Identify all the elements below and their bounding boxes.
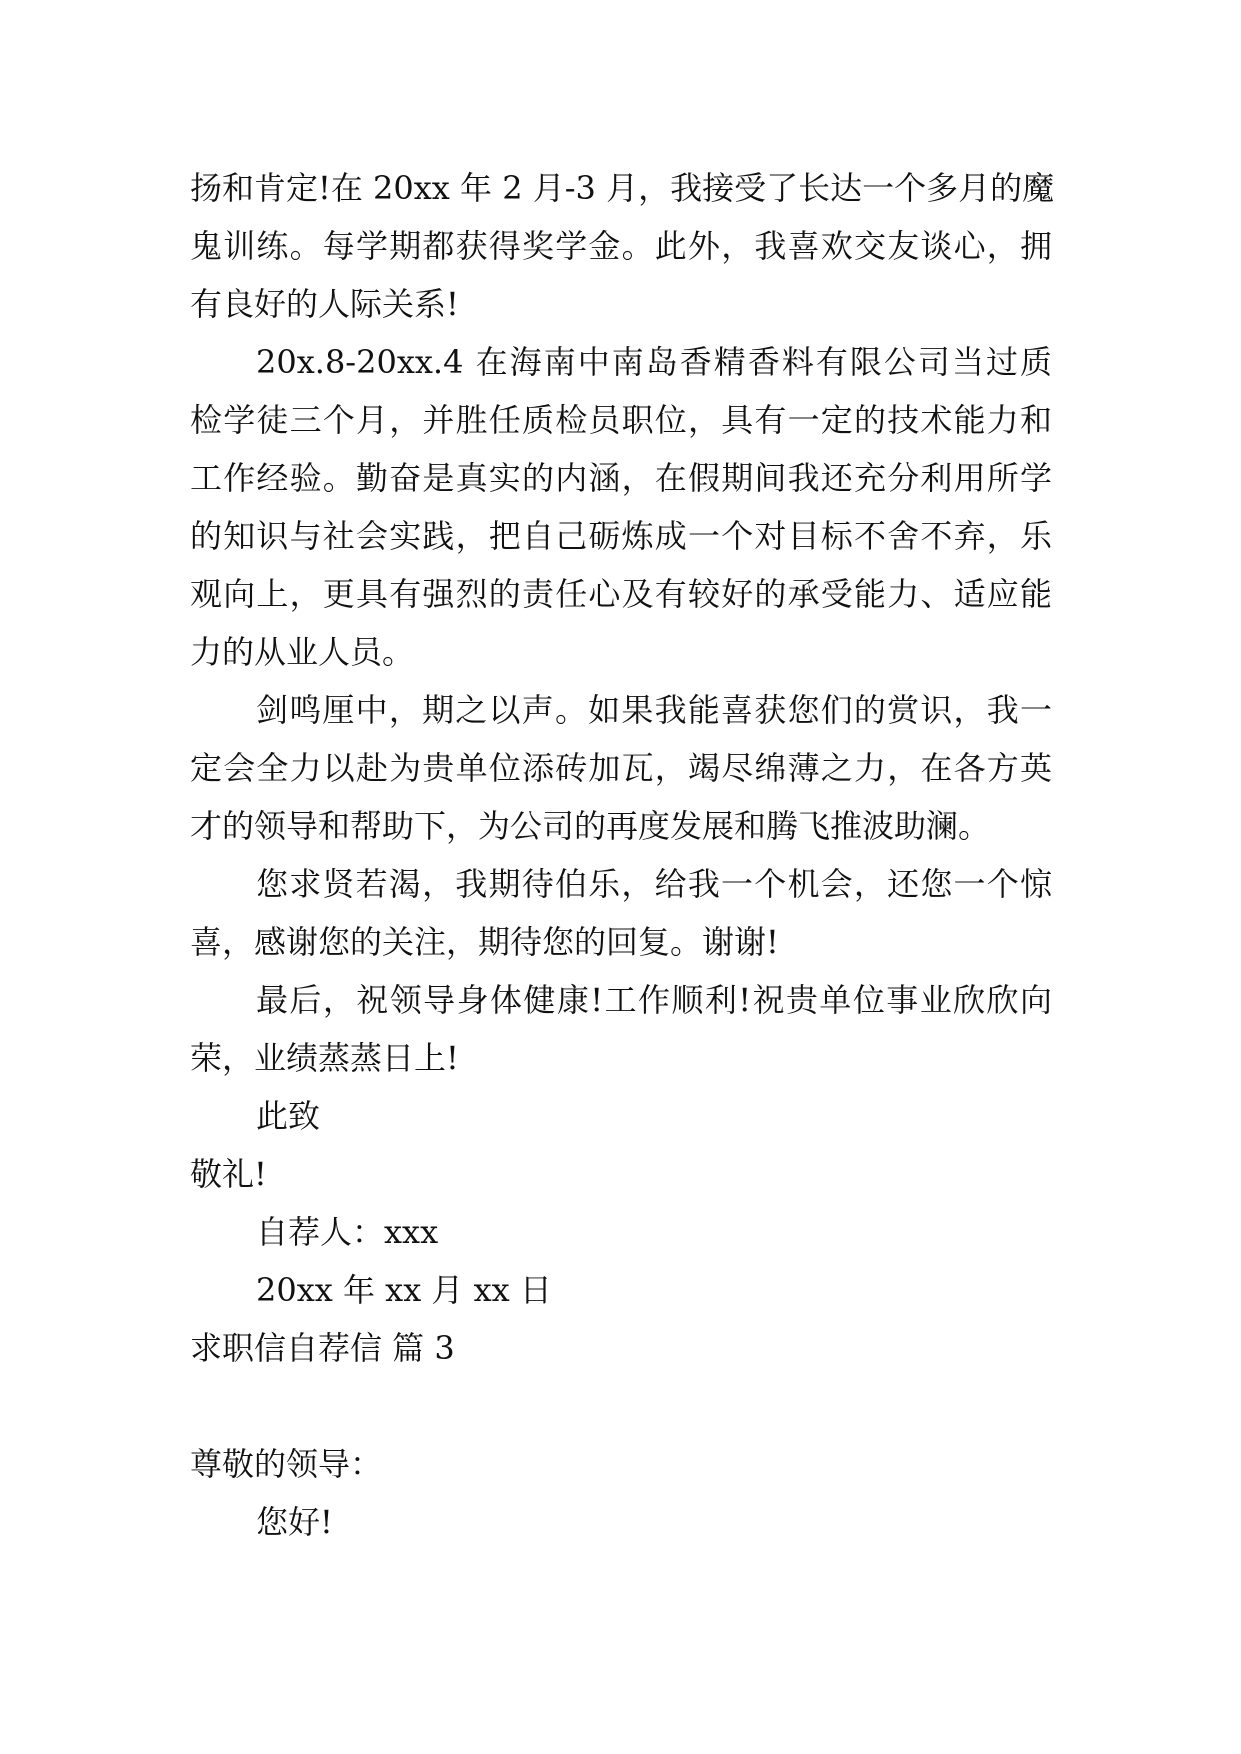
letter-hello: 您好! bbox=[256, 1503, 333, 1541]
closing-text: 此致 bbox=[256, 1097, 321, 1135]
paragraph-1-line-2: 鬼训练。每学期都获得奖学金。此外，我喜欢交友谈心，拥 bbox=[190, 227, 1052, 265]
paragraph-1-line-1: 扬和肯定!在 20xx 年 2 月-3 月，我接受了长达一个多月的魔 bbox=[190, 169, 1055, 207]
paragraph-4-line-2: 喜，感谢您的关注，期待您的回复。谢谢! bbox=[190, 923, 779, 961]
paragraph-3-line-1: 剑鸣厘中，期之以声。如果我能喜获您们的赏识，我一 bbox=[256, 691, 1052, 729]
paragraph-3-line-3: 才的领导和帮助下，为公司的再度发展和腾飞推波助澜。 bbox=[190, 807, 991, 845]
paragraph-2-line-2: 检学徒三个月，并胜任质检员职位，具有一定的技术能力和 bbox=[190, 401, 1052, 439]
date-line: 20xx 年 xx 月 xx 日 bbox=[256, 1271, 552, 1309]
paragraph-1-line-3: 有良好的人际关系! bbox=[190, 285, 459, 323]
paragraph-5-line-2: 荣，业绩蒸蒸日上! bbox=[190, 1039, 459, 1077]
paragraph-5-line-1: 最后，祝领导身体健康!工作顺利!祝贵单位事业欣欣向 bbox=[256, 981, 1052, 1019]
paragraph-2-line-3: 工作经验。勤奋是真实的内涵，在假期间我还充分利用所学 bbox=[190, 459, 1052, 497]
paragraph-2-line-1: 20x.8-20xx.4 在海南中南岛香精香料有限公司当过质 bbox=[256, 343, 1052, 381]
paragraph-2-line-6: 力的从业人员。 bbox=[190, 633, 415, 671]
signature-line: 自荐人：xxx bbox=[256, 1213, 439, 1251]
paragraph-3-line-2: 定会全力以赴为贵单位添砖加瓦，竭尽绵薄之力，在各方英 bbox=[190, 749, 1052, 787]
salute-text: 敬礼! bbox=[190, 1155, 267, 1193]
paragraph-4-line-1: 您求贤若渴，我期待伯乐，给我一个机会，还您一个惊 bbox=[256, 865, 1052, 903]
paragraph-2-line-5: 观向上，更具有强烈的责任心及有较好的承受能力、适应能 bbox=[190, 575, 1052, 613]
section-heading: 求职信自荐信 篇 3 bbox=[190, 1329, 455, 1367]
letter-greeting: 尊敬的领导： bbox=[190, 1445, 383, 1483]
paragraph-2-line-4: 的知识与社会实践，把自己砺炼成一个对目标不舍不弃，乐 bbox=[190, 517, 1052, 555]
